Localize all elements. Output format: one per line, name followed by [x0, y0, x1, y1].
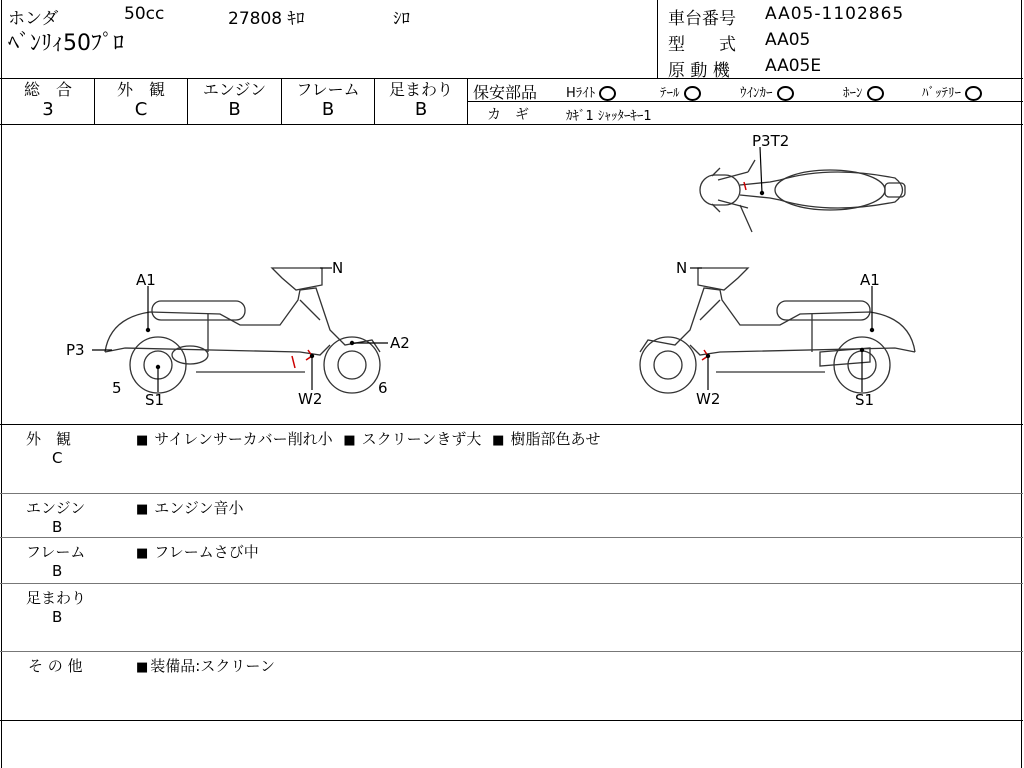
score-exterior: C — [134, 99, 148, 120]
note-suspension-label: 足まわり — [26, 589, 87, 607]
note-exterior-grade: C — [52, 449, 63, 467]
engine-label: 原 動 機 — [668, 61, 730, 81]
score-overall: 3 — [42, 99, 54, 120]
score-exterior-label: 外 観 — [116, 80, 165, 99]
ok-circle-icon — [867, 86, 884, 101]
frame-no: AA05-1102865 — [765, 4, 905, 24]
diagram-label: 6 — [378, 379, 388, 397]
note-other-items: ■ 装備品:スクリーン — [136, 657, 276, 675]
note-exterior-label: 外 観 — [26, 430, 72, 448]
key-value: ｶｷﾞ1 ｼｬｯﾀｰｷｰ1 — [566, 109, 652, 124]
diagram-label: A1 — [136, 271, 156, 289]
note-frame-grade: B — [52, 562, 63, 580]
safety-item-battery: ﾊﾞｯﾃﾘｰ — [922, 82, 982, 101]
ok-circle-icon — [965, 86, 982, 101]
score-suspension-label: 足まわり — [388, 80, 453, 99]
bullet-icon: ■ — [343, 433, 356, 448]
body-color: ｼﾛ — [393, 9, 410, 29]
diagram-label: W2 — [696, 390, 721, 408]
safety-item-tail: ﾃｰﾙ — [660, 82, 701, 101]
mileage: 27808 ｷﾛ — [228, 9, 305, 29]
score-frame: B — [321, 99, 335, 120]
diagram-label: N — [332, 259, 344, 277]
frame-no-label: 車台番号 — [668, 9, 736, 29]
score-engine: B — [228, 99, 241, 120]
bullet-icon: ■ — [136, 660, 149, 675]
model-name: ﾍﾞﾝﾘｨ50ﾌﾟﾛ — [8, 31, 124, 56]
scooter-top-view — [700, 160, 905, 232]
safety-item-winker: ｳｲﾝｶｰ — [740, 82, 794, 101]
bullet-icon: ■ — [136, 433, 149, 448]
score-frame-label: フレーム — [296, 80, 360, 99]
diagram-label: 5 — [112, 379, 122, 397]
note-engine-label: エンジン — [26, 499, 86, 517]
note-frame-items: ■ フレームさび中 — [136, 543, 259, 561]
key-label: カ ギ — [487, 107, 529, 123]
maker: ホンダ — [8, 9, 59, 29]
note-exterior-items: ■ サイレンサーカバー削れ小 ■ スクリーンきず大 ■ 樹脂部色あせ — [136, 430, 601, 448]
diagram-label: A2 — [390, 334, 410, 352]
score-suspension: B — [414, 99, 428, 120]
diagram-label: A1 — [860, 271, 880, 289]
note-engine-items: ■ エンジン音小 — [136, 499, 244, 517]
note-suspension-grade: B — [52, 608, 63, 626]
diagram-label: P3T2 — [752, 132, 790, 150]
diagram-label: N — [676, 259, 688, 277]
engine-value: AA05E — [765, 56, 822, 76]
type-value: AA05 — [765, 30, 811, 50]
note-engine-grade: B — [52, 518, 63, 536]
safety-item-horn: ﾎｰﾝ — [843, 82, 884, 101]
bullet-icon: ■ — [136, 502, 149, 517]
score-exterior-cell — [95, 80, 187, 120]
ok-circle-icon — [599, 86, 616, 101]
score-suspension-cell — [375, 80, 467, 120]
bullet-icon: ■ — [492, 433, 505, 448]
damage-diagram — [0, 125, 1022, 423]
safety-label: 保安部品 — [473, 83, 538, 102]
diagram-label: S1 — [145, 391, 165, 409]
diagram-label: S1 — [855, 391, 875, 409]
safety-item-headlight: Hﾗｲﾄ — [566, 82, 616, 101]
bullet-icon: ■ — [136, 546, 149, 561]
ok-circle-icon — [777, 86, 794, 101]
diagram-label: W2 — [298, 390, 323, 408]
score-frame-cell — [282, 80, 374, 120]
ok-circle-icon — [684, 86, 701, 101]
score-engine-label: エンジン — [202, 80, 267, 99]
displacement: 50cc — [124, 4, 165, 24]
note-frame-label: フレーム — [26, 543, 86, 561]
diagram-label: P3 — [66, 341, 85, 359]
score-overall-cell — [2, 80, 94, 120]
score-engine-cell — [188, 80, 281, 120]
type-label: 型 式 — [668, 35, 736, 55]
score-overall-label: 総 合 — [23, 80, 72, 99]
note-other-label: そ の 他 — [28, 657, 83, 675]
